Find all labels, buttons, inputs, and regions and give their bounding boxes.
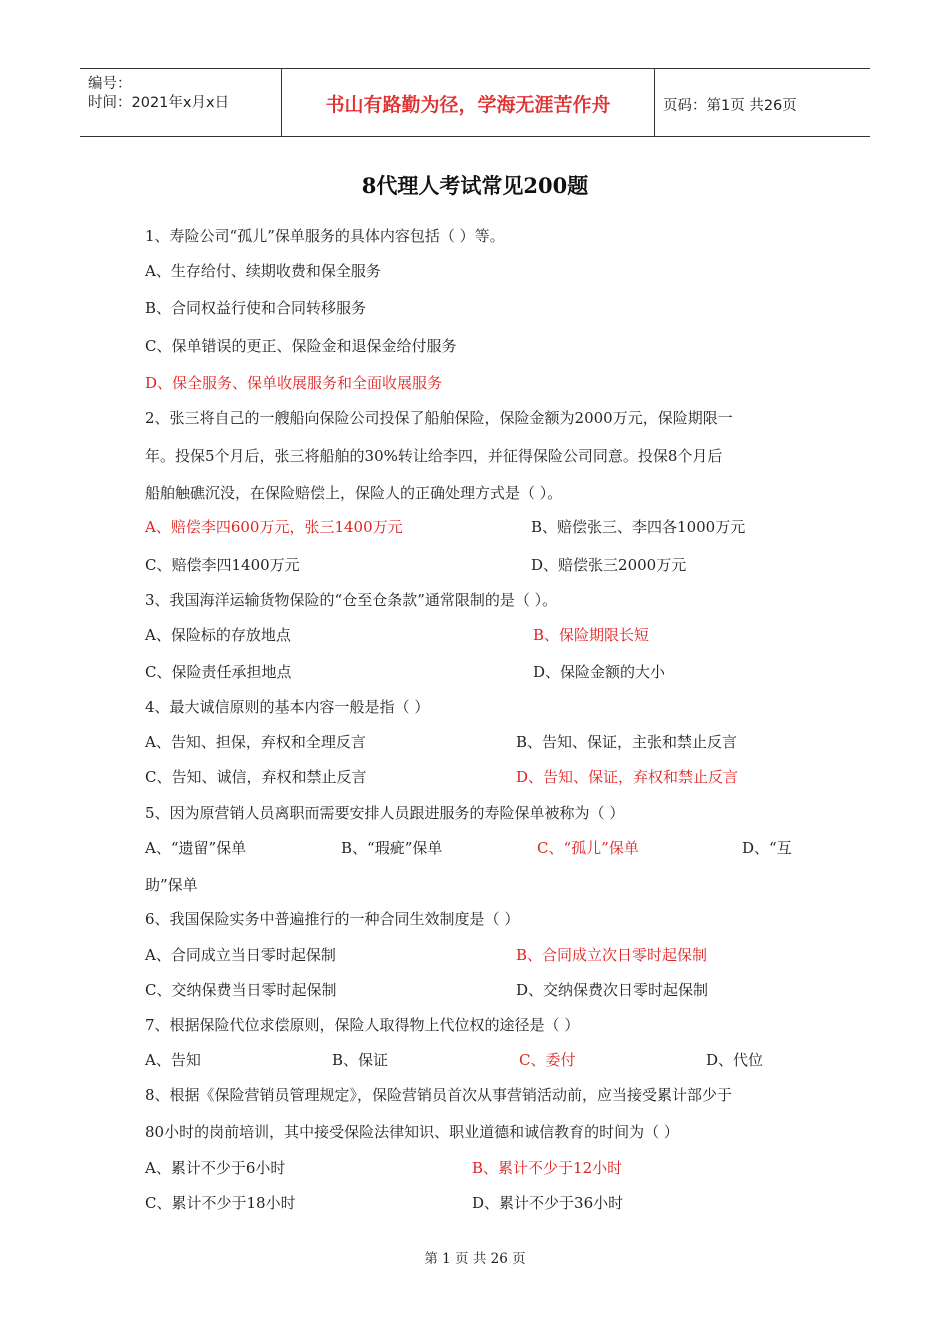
motto: 书山有路勤为径，学海无涯苦作舟 (325, 94, 611, 116)
option-4b: B、告知、保证，主张和禁止反言 (516, 733, 738, 751)
option-2b: B、赔偿张三、李四各1000万元 (531, 518, 746, 536)
option-4d-answer: D、告知、保证，弃权和禁止反言 (516, 768, 739, 786)
header-motto-cell (281, 69, 655, 136)
question-4: 4、最大诚信原则的基本内容一般是指（ ） (145, 698, 430, 716)
option-6d: D、交纳保费次日零时起保制 (516, 981, 709, 999)
option-7d: D、代位 (706, 1051, 764, 1069)
option-1c: C、保单错误的更正、保险金和退保金给付服务 (145, 337, 457, 355)
option-4c: C、告知、诚信，弃权和禁止反言 (145, 768, 367, 786)
question-2-line-2: 年。投保5个月后，张三将船舶的30%转让给李四，并征得保险公司同意。投保8个月后 (145, 447, 723, 465)
question-8-line-2: 80小时的岗前培训，其中接受保险法律知识、职业道德和诚信教育的时间为（ ） (145, 1123, 679, 1141)
option-1d-answer: D、保全服务、保单收展服务和全面收展服务 (145, 374, 443, 392)
question-2-line-1: 2、张三将自己的一艘船向保险公司投保了船舶保险，保险金额为2000万元，保险期限一 (145, 409, 733, 427)
question-1: 1、寿险公司“孤儿”保单服务的具体内容包括（ ）等。 (145, 227, 505, 245)
question-8-line-1: 8、根据《保险营销员管理规定》，保险营销员首次从事营销活动前，应当接受累计部少于 (145, 1086, 733, 1104)
option-3b-answer: B、保险期限长短 (533, 626, 650, 644)
option-8b-answer: B、累计不少于12小时 (472, 1159, 623, 1177)
option-7a: A、告知 (145, 1051, 201, 1069)
option-4a: A、告知、担保，弃权和全理反言 (145, 733, 366, 751)
option-8c: C、累计不少于18小时 (145, 1194, 296, 1212)
question-7: 7、根据保险代位求偿原则，保险人取得物上代位权的途径是（ ） (145, 1016, 580, 1034)
option-8a: A、累计不少于6小时 (145, 1159, 286, 1177)
option-3d: D、保险金额的大小 (533, 663, 666, 681)
question-2-line-3: 船舶触礁沉没，在保险赔偿上，保险人的正确处理方式是（ ）。 (145, 484, 563, 502)
option-7c-answer: C、委付 (519, 1051, 576, 1069)
header-info-cell (80, 69, 280, 136)
document-header (80, 68, 870, 137)
document-title: 8代理人考试常见200题 (361, 173, 589, 198)
option-5d: D、“互 (742, 839, 792, 857)
option-2d: D、赔偿张三2000万元 (531, 556, 687, 574)
option-7b: B、保证 (332, 1051, 389, 1069)
option-6c: C、交纳保费当日零时起保制 (145, 981, 337, 999)
question-5: 5、因为原营销人员离职而需要安排人员跟进服务的寿险保单被称为（ ） (145, 804, 625, 822)
option-5c-answer: C、“孤儿”保单 (537, 839, 639, 857)
option-3c: C、保险责任承担地点 (145, 663, 292, 681)
option-5a: A、“遗留”保单 (145, 839, 247, 857)
option-1a: A、生存给付、续期收费和保全服务 (145, 262, 381, 280)
date-label: 时间：2021年x月x日 (88, 95, 230, 111)
page-label: 页码：第1页 共26页 (663, 98, 797, 114)
option-3a: A、保险标的存放地点 (145, 626, 291, 644)
number-label: 编号： (88, 76, 132, 92)
option-1b: B、合同权益行使和合同转移服务 (145, 299, 367, 317)
option-8d: D、累计不少于36小时 (472, 1194, 624, 1212)
option-5b: B、“瑕疵”保单 (341, 839, 443, 857)
option-5d-continued: 助”保单 (145, 876, 198, 894)
question-6: 6、我国保险实务中普遍推行的一种合同生效制度是（ ） (145, 910, 520, 928)
question-3: 3、我国海洋运输货物保险的“仓至仓条款”通常限制的是（ ）。 (145, 591, 558, 609)
header-page-cell (655, 69, 870, 136)
option-6b-answer: B、合同成立次日零时起保制 (516, 946, 708, 964)
option-2a-answer: A、赔偿李四600万元，张三1400万元 (145, 518, 403, 536)
option-6a: A、合同成立当日零时起保制 (145, 946, 336, 964)
option-2c: C、赔偿李四1400万元 (145, 556, 300, 574)
page-footer: 第 1 页 共 26 页 (424, 1251, 526, 1267)
